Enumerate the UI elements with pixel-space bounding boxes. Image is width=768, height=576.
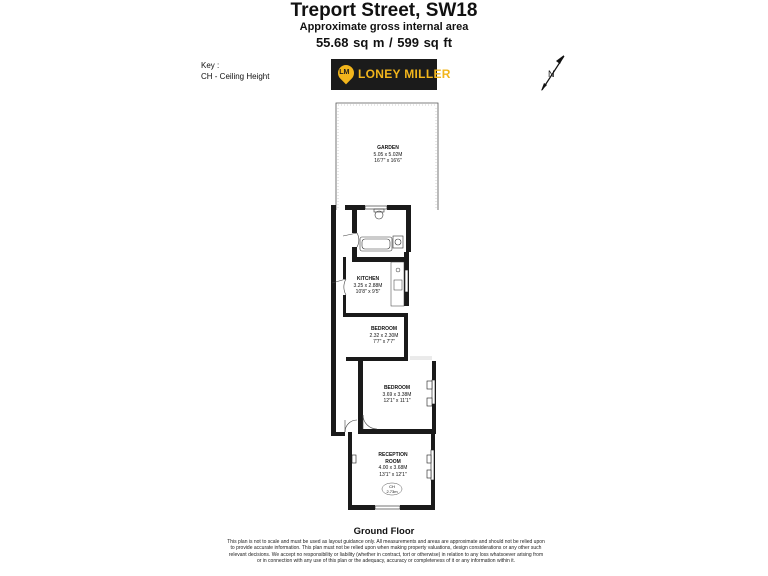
room-size-imperial: 16'7" x 16'6": [374, 158, 402, 164]
floor-label: Ground Floor: [353, 526, 415, 537]
room-size-imperial: 7'7" x 7'7": [373, 339, 395, 345]
room-label-bedroom-small: [355, 326, 413, 346]
ceiling-height-value: 2.73m: [386, 489, 398, 494]
key-entry: CH - Ceiling Height: [201, 72, 270, 81]
room-size-metric: 2.32 x 2.30M: [369, 332, 399, 339]
key-heading: Key :: [201, 61, 220, 70]
compass-label: N: [548, 69, 555, 79]
room-name: GARDEN: [377, 145, 399, 151]
room-label-garden: [352, 145, 424, 165]
room-size-imperial: 10'8" x 9'5": [355, 289, 381, 295]
disclaimer: This plan is not to scale and must be used as layout guidance only. All measurements and areas are approximate and should not be relied upon to provide accurate information. This plan must not be relied upon when making property valuations, design considerations or any other such relevant decisions. We accept no responsibility or liability (whether in contract, tort or otherwise) in relation to any loss whatsoever arising from or in connection with any use of this plan or the adequacy, accuracy or completeness of it or any information within it.: [227, 539, 545, 565]
property-title: Treport Street, SW18: [290, 0, 478, 21]
ceiling-height-note: [382, 484, 402, 494]
hall-detail: [410, 357, 432, 359]
ceiling-height-label: CH: [389, 484, 395, 489]
room-name: KITCHEN: [356, 276, 380, 282]
room-size-imperial: 13'1" x 12'1": [379, 471, 407, 478]
room-label-bedroom-large: [368, 385, 426, 405]
room-name: RECEPTION: [378, 452, 408, 458]
room-label-kitchen: [338, 276, 398, 296]
room-name-line2: ROOM: [385, 458, 401, 465]
room-size-imperial: 12'1" x 11'1": [383, 398, 411, 404]
room-size-metric: 3.25 x 2.88M: [353, 282, 383, 289]
room-label-reception: [364, 452, 422, 478]
area-subtitle: Approximate gross internal area: [299, 21, 469, 33]
logo-text: LONEY MILLER: [358, 67, 451, 81]
bathroom-fixtures: [360, 209, 403, 251]
room-name: BEDROOM: [383, 385, 411, 391]
room-size-metric: 5.05 x 5.02M: [373, 151, 403, 158]
gross-area: 55.68 sq m / 599 sq ft: [315, 35, 453, 50]
logo-monogram: LM: [339, 69, 350, 77]
room-size-metric: 4.00 x 3.68M: [378, 465, 408, 471]
room-size-metric: 3.69 x 3.38M: [382, 391, 412, 398]
room-name: BEDROOM: [370, 326, 398, 332]
